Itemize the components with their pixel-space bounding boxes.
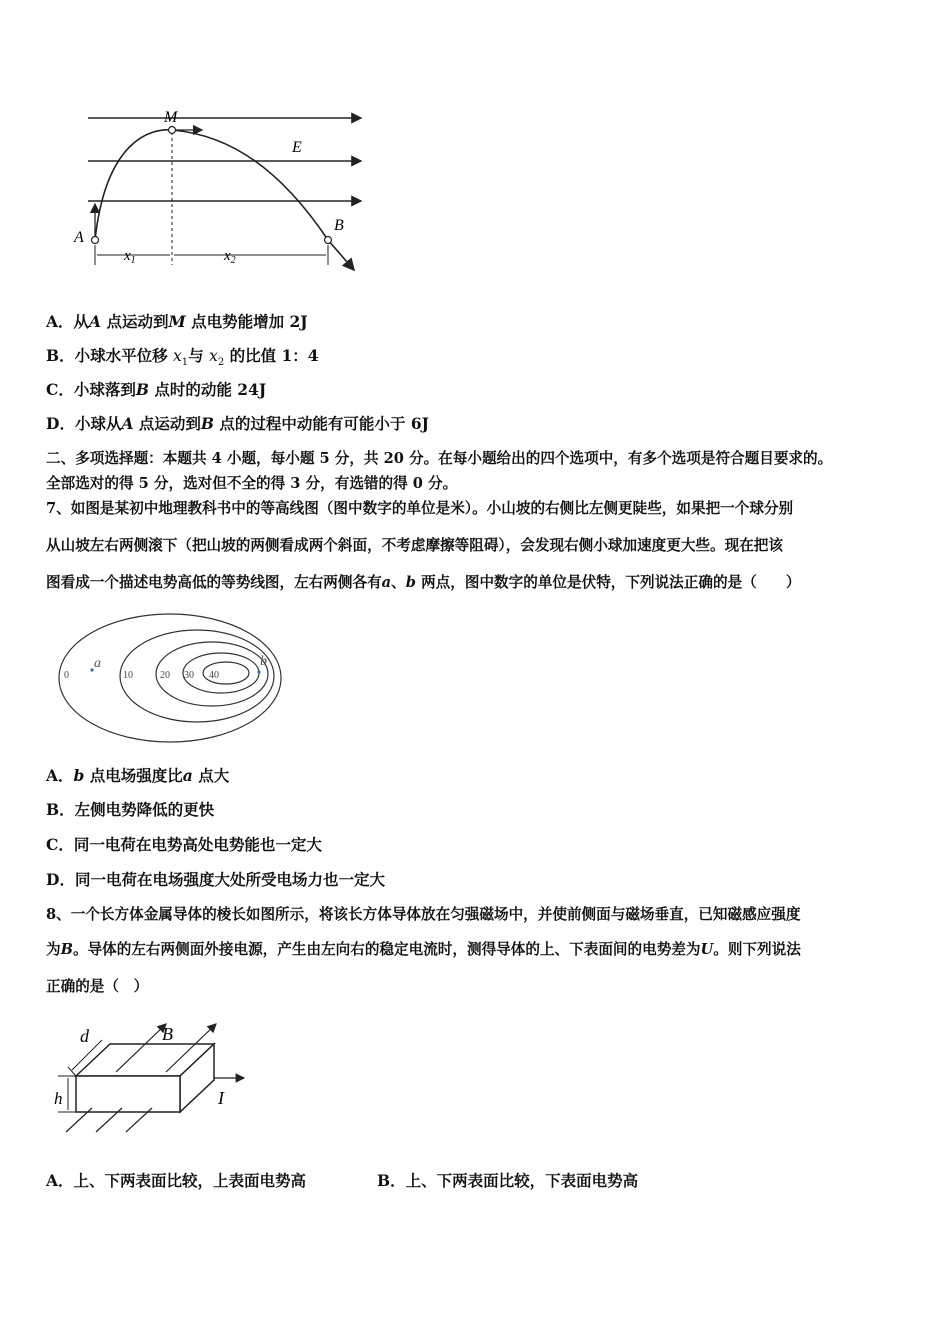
label-30: 30 — [184, 670, 194, 681]
point-a-dot — [92, 237, 99, 244]
label-10: 10 — [123, 670, 133, 681]
q7-stem-line-2: 从山坡左右两侧滚下（把山坡的两侧看成两个斜面，不考虑摩擦等阻碍），会发现右侧小球加速度更大些。现在把该 — [46, 537, 783, 554]
label-x1: $x_1$ — [124, 248, 136, 266]
q6-option-b[interactable]: B．小球水平位移 $x_1$与 $x_2$ 的比值 1：4 — [46, 346, 319, 369]
q6-option-c[interactable]: C．小球落到B 点时的动能 24J — [46, 380, 267, 399]
q8-option-b[interactable]: B．上、下两表面比较，下表面电势高 — [377, 1171, 639, 1190]
label-a: A — [74, 229, 84, 246]
label-x2: $x_2$ — [224, 248, 236, 266]
label-20: 20 — [160, 670, 170, 681]
point-m-dot — [169, 127, 176, 134]
label-0: 0 — [64, 670, 69, 681]
label-i: I — [218, 1088, 224, 1108]
section2-line-1: 二、多项选择题：本题共 4 小题，每小题 5 分，共 20 分。在每小题给出的四个选项中，有多个选项是符合题目要求的。 — [46, 450, 833, 467]
dim-d-tick — [68, 1067, 76, 1076]
q6-option-d[interactable]: D．小球从A 点运动到B 点的过程中动能有可能小于 6J — [46, 414, 429, 433]
label-b: B — [334, 217, 344, 234]
label-h: h — [54, 1089, 63, 1108]
cuboid-front-face — [76, 1076, 180, 1112]
label-m: M — [164, 109, 178, 126]
contour-30 — [183, 653, 259, 693]
q7-stem-line-1: 7、如图是某初中地理教科书中的等高线图（图中数字的单位是米）。小山坡的右侧比左侧更陡些，如果把一个球分别 — [46, 500, 794, 517]
point-b-dot — [257, 670, 260, 673]
label-a: a — [94, 656, 101, 671]
q8-stem-line-2: 为B。导体的左右两侧面外接电源，产生由左向右的稳定电流时，测得导体的上、下表面间的电势差为U。则下列说法 — [46, 941, 801, 958]
q8-stem-line-3: 正确的是（ ） — [46, 978, 149, 995]
label-b: B — [162, 1024, 173, 1044]
q8-stem-line-1: 8、一个长方体金属导体的棱长如图所示，将该长方体导体放在匀强磁场中，并使前侧面与磁场垂直，已知磁感应强度 — [46, 906, 801, 923]
point-b-dot — [325, 237, 332, 244]
trajectory-figure — [66, 100, 376, 280]
contour-10 — [120, 630, 274, 722]
section2-line-2: 全部选对的得 5 分，选对但不全的得 3 分，有选错的得 0 分。 — [46, 475, 458, 492]
q7-option-c[interactable]: C．同一电荷在电势高处电势能也一定大 — [46, 835, 322, 854]
label-b: b — [260, 654, 267, 669]
contour-figure — [54, 612, 294, 748]
q7-option-d[interactable]: D．同一电荷在电场强度大处所受电场力也一定大 — [46, 870, 385, 889]
q7-option-b[interactable]: B．左侧电势降低的更快 — [46, 800, 215, 819]
q8-option-a[interactable]: A．上、下两表面比较，上表面电势高 — [46, 1171, 307, 1190]
label-e: E — [292, 139, 302, 156]
label-40: 40 — [209, 670, 219, 681]
conductor-figure — [46, 1012, 266, 1142]
label-d: d — [80, 1026, 89, 1046]
q6-option-a[interactable]: A．从A 点运动到M 点电势能增加 2J — [46, 312, 308, 331]
q7-stem-line-3: 图看成一个描述电势高低的等势线图，左右两侧各有a、b 两点，图中数字的单位是伏特，下列说法正确的是（ ） — [46, 574, 801, 591]
q7-option-a[interactable]: A．b 点电场强度比a 点大 — [46, 766, 230, 785]
